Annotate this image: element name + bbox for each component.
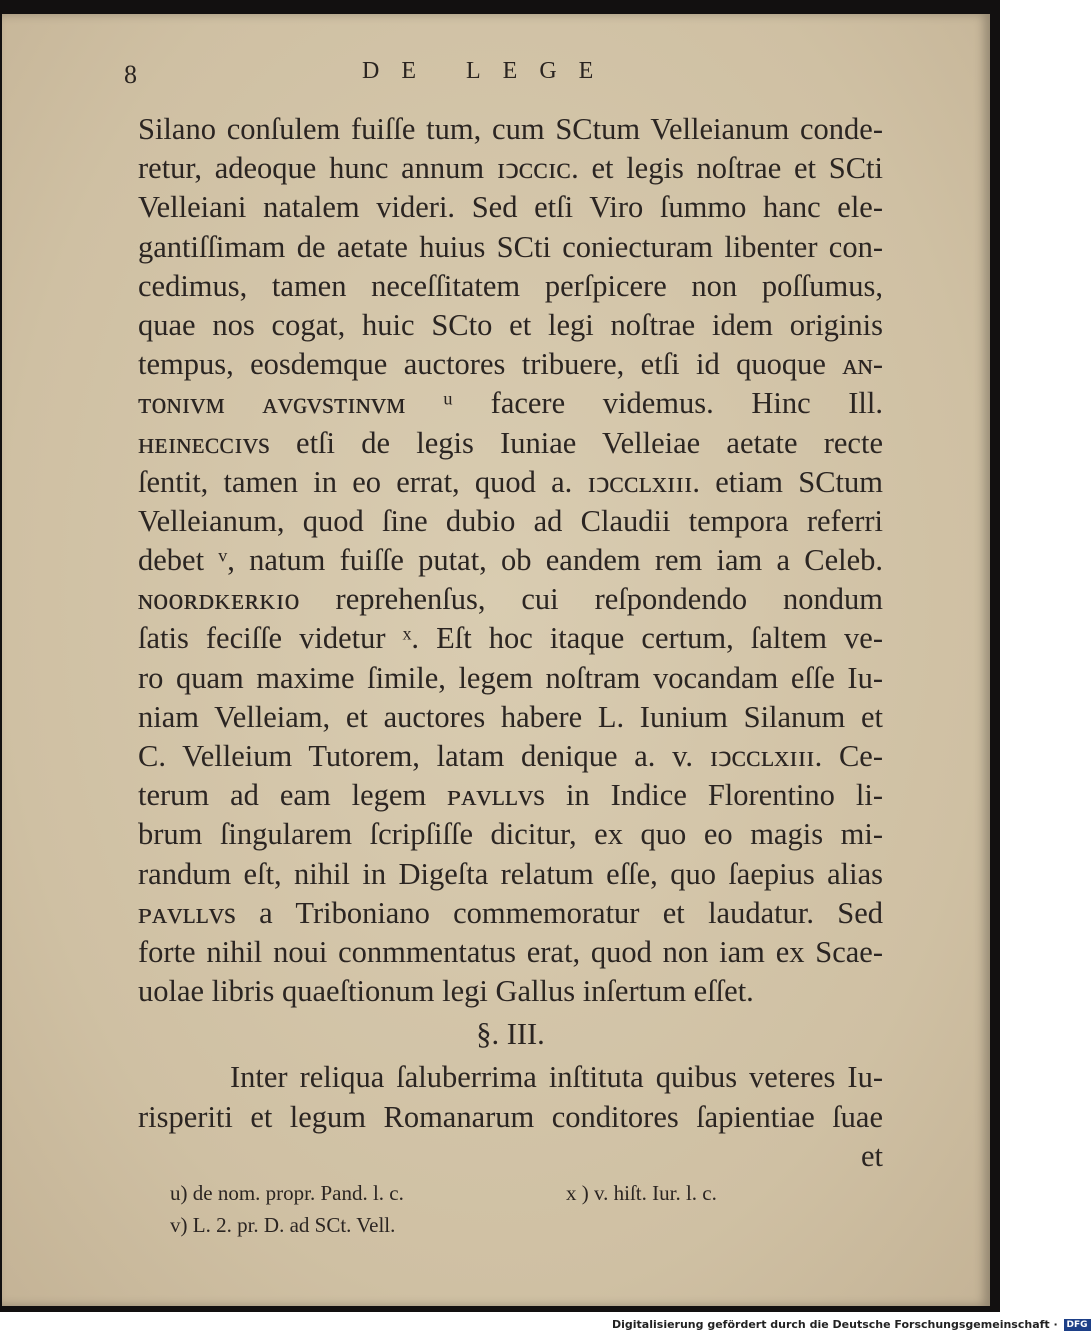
text-line: Silano conſulem fuiſſe tum, cum SCtum Velleianum conde- bbox=[138, 112, 883, 146]
catchword: et bbox=[860, 1138, 883, 1173]
text-line: ᴛᴏɴɪᴠᴍ ᴀᴠɢᴠsᴛɪɴᴠᴍ ᵘ facere videmus. Hinc Ill. bbox=[138, 386, 883, 421]
footnote-v: v) L. 2. pr. D. ad SCt. Vell. bbox=[170, 1213, 396, 1237]
dfg-logo: DFG bbox=[1064, 1319, 1091, 1331]
text-line: terum ad eam legem ᴘᴀᴠʟʟᴠs in Indice Florentino li- bbox=[138, 778, 883, 813]
text-line: ᴘᴀᴠʟʟᴠs a Triboniano commemoratur et laudatur. Sed bbox=[138, 895, 883, 930]
text-line: debet ᵛ, natum fuiſſe putat, ob eandem rem iam a Celeb. bbox=[138, 543, 883, 578]
text-line: niam Velleiam, et auctores habere L. Iunium Silanum et bbox=[138, 699, 883, 734]
text-line: brum ſingularem ſcripſiſſe dicitur, ex quo eo magis mi- bbox=[138, 817, 883, 852]
page-header bbox=[2, 56, 990, 96]
book-page bbox=[2, 14, 990, 1306]
digitization-credit bbox=[612, 1316, 1088, 1334]
text-line: Velleiani natalem videri. Sed etſi Viro ſummo hanc ele- bbox=[138, 190, 883, 225]
footnote-u: u) de nom. propr. Pand. l. c. bbox=[170, 1181, 404, 1205]
text-line: ɴᴏᴏʀᴅᴋᴇʀᴋɪᴏ reprehenſus, cui reſpondendo nondum bbox=[138, 582, 883, 617]
text-line: ſatis feciſſe videtur ˣ. Eſt hoc itaque certum, ſaltem ve- bbox=[138, 621, 883, 656]
text-line: uolae libris quaeſtionum legi Gallus inſertum eſſet. bbox=[138, 974, 754, 1009]
page-number: 8 bbox=[124, 60, 137, 89]
running-head: DE LEGE bbox=[362, 58, 616, 84]
text-line: C. Velleium Tutorem, latam denique a. v. ɪↄᴄᴄʟxɪɪɪ. Ce- bbox=[138, 739, 883, 773]
text-line: gantiſſimam de aetate huius SCti coniecturam libenter con- bbox=[138, 229, 883, 264]
section-heading: §. III. bbox=[476, 1017, 545, 1052]
main-text bbox=[138, 110, 883, 1176]
text-line: retur, adeoque hunc annum ɪↄᴄᴄɪᴄ. et legis noſtrae et SCti bbox=[138, 151, 883, 186]
text-line: forte nihil noui conmmentatus erat, quod non iam ex Scae- bbox=[138, 934, 883, 969]
text-line: ſentit, tamen in eo errat, quod a. ɪↄᴄᴄʟxɪɪɪ. etiam SCtum bbox=[138, 464, 883, 499]
credit-text: Digitalisierung gefördert durch die Deutsche Forschungsgemeinschaft · bbox=[612, 1318, 1058, 1331]
text-line: tempus, eosdemque auctores tribuere, etſi id quoque ᴀɴ- bbox=[138, 347, 883, 382]
footnote-x: x ) v. hiſt. Iur. l. c. bbox=[566, 1181, 717, 1205]
text-line: quae nos cogat, huic SCto et legi noſtrae idem originis bbox=[138, 307, 883, 342]
text-line: ʜᴇɪɴᴇᴄᴄɪᴠs etſi de legis Iuniae Velleiae aetate recte bbox=[138, 425, 883, 460]
text-line: risperiti et legum Romanarum conditores ſapientiae ſuae bbox=[138, 1099, 883, 1134]
text-line: Velleianum, quod ſine dubio ad Claudii tempora referri bbox=[138, 503, 883, 538]
text-line: ro quam maxime ſimile, legem noſtram vocandam eſſe Iu- bbox=[138, 660, 883, 695]
text-line: cedimus, tamen neceſſitatem perſpicere non poſſumus, bbox=[138, 268, 883, 303]
text-line: Inter reliqua ſaluberrima inſtituta quibus veteres Iu- bbox=[230, 1060, 883, 1095]
text-line: randum eſt, nihil in Digeſta relatum eſſe, quo ſaepius alias bbox=[138, 856, 883, 891]
